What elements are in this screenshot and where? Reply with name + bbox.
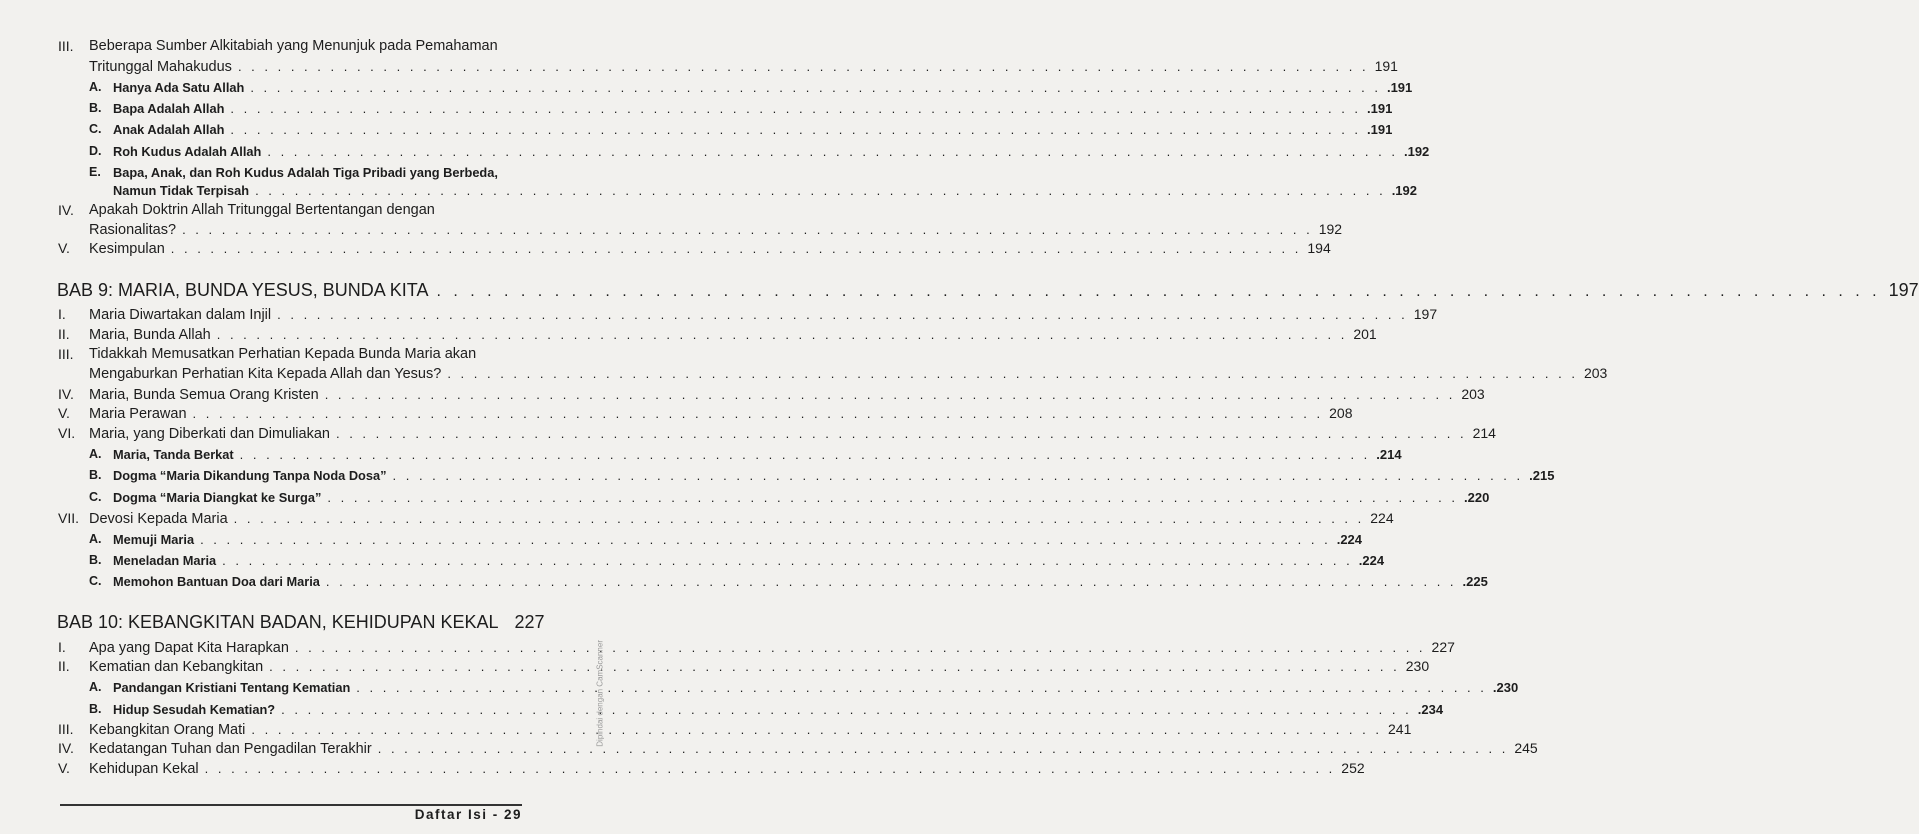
toc-subentry	[0, 447, 1402, 462]
subentry-letter: B.	[89, 468, 102, 482]
leader-dots	[205, 761, 1336, 776]
entry-page: 203	[1583, 365, 1608, 381]
toc-entry	[0, 721, 1412, 738]
subentry-title: Dogma “Maria Dikandung Tanpa Noda Dosa”	[113, 468, 387, 483]
toc-entry	[0, 326, 1377, 343]
toc-subentry	[0, 144, 1430, 159]
footer-rule	[60, 804, 522, 806]
toc-entry	[0, 346, 600, 362]
subentry-title: Meneladan Maria	[113, 553, 217, 568]
leader-dots	[356, 680, 1487, 695]
entry-number: III.	[58, 38, 74, 54]
chapter-heading-bab10	[57, 612, 545, 633]
toc-subentry	[0, 80, 1413, 95]
page-footer: Daftar Isi - 29	[414, 807, 522, 822]
entry-page: 227	[1431, 639, 1455, 655]
leader-dots	[269, 659, 1400, 674]
entry-title-cont: Rasionalitas?	[89, 222, 177, 238]
entry-number: V.	[58, 240, 70, 256]
subentry-page: .215	[1529, 468, 1555, 483]
entry-number: IV.	[58, 386, 74, 402]
toc-entry	[0, 658, 1430, 675]
toc-subentry	[0, 165, 600, 180]
toc-entry	[0, 202, 600, 218]
toc-entry-continuation	[0, 221, 1343, 238]
entry-title: Maria, yang Diberkati dan Dimuliakan	[89, 426, 330, 442]
toc-entry	[0, 510, 1394, 527]
subentry-title-cont: Namun Tidak Terpisah	[113, 183, 250, 198]
leader-dots	[255, 183, 1386, 198]
subentry-title: Anak Adalah Allah	[113, 122, 225, 137]
entry-page: 224	[1370, 510, 1394, 526]
leader-dots	[251, 722, 1382, 737]
subentry-letter: E.	[89, 165, 101, 179]
entry-page: 252	[1341, 760, 1365, 776]
subentry-title: Bapa Adalah Allah	[113, 101, 225, 116]
subentry-letter: B.	[89, 101, 102, 115]
entry-number: II.	[58, 326, 70, 342]
toc-entry	[0, 639, 1455, 656]
subentry-letter: A.	[89, 680, 102, 694]
entry-title: Beberapa Sumber Alkitabiah yang Menunjuk pada Pemahaman	[89, 38, 498, 54]
entry-title: Kehidupan Kekal	[89, 761, 199, 777]
entry-page: 203	[1461, 386, 1485, 402]
chapter-title: BAB 10: KEBANGKITAN BADAN, KEHIDUPAN KEKAL	[57, 612, 499, 632]
subentry-title: Maria, Tanda Berkat	[113, 447, 234, 462]
subentry-page: .225	[1462, 574, 1488, 589]
leader-dots	[217, 327, 1348, 342]
entry-page: 208	[1329, 405, 1353, 421]
entry-page: 214	[1472, 425, 1496, 441]
chapter-title: BAB 9: MARIA, BUNDA YESUS, BUNDA KITA	[57, 280, 429, 300]
leader-dots	[326, 574, 1457, 589]
entry-page: 241	[1388, 721, 1412, 737]
entry-number: VI.	[58, 425, 76, 441]
subentry-page: .191	[1367, 101, 1393, 116]
subentry-page: .191	[1367, 122, 1393, 137]
toc-entry	[0, 425, 1496, 442]
leader-dots	[327, 490, 1458, 505]
leader-dots	[436, 283, 1880, 301]
subentry-page: .224	[1336, 532, 1363, 547]
toc-subentry	[0, 680, 1519, 695]
leader-dots	[238, 59, 1369, 74]
leader-dots	[234, 511, 1365, 526]
scanner-watermark: Dipindai dengan CamScanner	[596, 640, 605, 747]
subentry-letter: B.	[89, 702, 102, 716]
entry-title: Maria Diwartakan dalam Injil	[89, 307, 272, 323]
entry-number: V.	[58, 760, 70, 776]
leader-dots	[325, 387, 1456, 402]
entry-number: VII.	[58, 510, 80, 526]
subentry-title: Pandangan Kristiani Tentang Kematian	[113, 680, 351, 695]
toc-entry	[0, 306, 1438, 323]
subentry-title: Hidup Sesudah Kematian?	[113, 702, 276, 717]
subentry-letter: A.	[89, 80, 102, 94]
entry-title: Kesimpulan	[89, 241, 165, 257]
subentry-letter: B.	[89, 553, 102, 567]
entry-title: Maria Perawan	[89, 406, 187, 422]
entry-page: 191	[1374, 58, 1398, 74]
subentry-title: Memohon Bantuan Doa dari Maria	[113, 574, 320, 589]
toc-entry	[0, 386, 1485, 403]
subentry-letter: C.	[89, 574, 102, 588]
toc-subentry	[0, 532, 1363, 547]
entry-number: IV.	[58, 740, 74, 756]
subentry-page: .224	[1358, 553, 1385, 568]
entry-number: II.	[58, 658, 70, 674]
leader-dots	[182, 222, 1313, 237]
entry-title: Kebangkitan Orang Mati	[89, 722, 246, 738]
subentry-page: .230	[1492, 680, 1519, 695]
subentry-page: .192	[1403, 144, 1430, 159]
entry-title: Kedatangan Tuhan dan Pengadilan Terakhir	[89, 741, 372, 757]
toc-subentry	[0, 468, 1555, 483]
leader-dots	[193, 406, 1324, 421]
toc-entry	[0, 740, 1538, 757]
subentry-title: Memuji Maria	[113, 532, 195, 547]
leader-dots	[200, 532, 1331, 547]
subentry-page: .214	[1376, 447, 1402, 462]
entry-number: III.	[58, 346, 74, 362]
leader-dots	[447, 366, 1578, 381]
entry-title: Maria, Bunda Semua Orang Kristen	[89, 387, 319, 403]
subentry-page: .192	[1391, 183, 1417, 198]
subentry-page: .220	[1464, 490, 1490, 505]
leader-dots	[393, 468, 1524, 483]
entry-number: I.	[58, 639, 66, 655]
entry-number: V.	[58, 405, 70, 421]
chapter-page: 227	[514, 612, 545, 632]
subentry-title: Bapa, Anak, dan Roh Kudus Adalah Tiga Pribadi yang Berbeda,	[113, 165, 498, 180]
entry-number: I.	[58, 306, 66, 322]
subentry-title: Roh Kudus Adalah Allah	[113, 144, 262, 159]
toc-entry	[0, 760, 1365, 777]
leader-dots	[230, 122, 1361, 137]
toc-subentry	[0, 702, 1444, 717]
entry-page: 197	[1413, 306, 1438, 322]
toc-subentry	[0, 574, 1488, 589]
entry-number: III.	[58, 721, 74, 737]
leader-dots	[277, 307, 1408, 322]
subentry-letter: D.	[89, 144, 102, 158]
entry-title: Tidakkah Memusatkan Perhatian Kepada Bunda Maria akan	[89, 346, 477, 362]
entry-title-cont: Mengaburkan Perhatian Kita Kepada Allah dan Yesus?	[89, 366, 442, 382]
leader-dots	[230, 101, 1361, 116]
entry-page: 201	[1353, 326, 1377, 342]
leader-dots	[240, 447, 1371, 462]
toc-subentry	[0, 122, 1393, 137]
leader-dots	[336, 426, 1467, 441]
subentry-page: .191	[1386, 80, 1413, 95]
chapter-heading-bab9	[57, 280, 1919, 301]
subentry-page: .234	[1417, 702, 1444, 717]
leader-dots	[222, 553, 1353, 568]
subentry-letter: A.	[89, 532, 102, 546]
entry-page: 194	[1307, 240, 1331, 256]
entry-page: 245	[1514, 740, 1538, 756]
entry-title: Devosi Kepada Maria	[89, 511, 228, 527]
toc-subentry	[0, 101, 1393, 116]
leader-dots	[378, 741, 1509, 756]
entry-number: IV.	[58, 202, 74, 218]
toc-subentry	[0, 490, 1490, 505]
chapter-page: 197	[1888, 280, 1919, 300]
toc-entry	[0, 405, 1353, 422]
subentry-title: Dogma “Maria Diangkat ke Surga”	[113, 490, 322, 505]
subentry-letter: C.	[89, 490, 102, 504]
entry-title: Maria, Bunda Allah	[89, 327, 211, 343]
toc-entry-continuation	[0, 365, 1608, 382]
entry-page: 192	[1318, 221, 1343, 237]
leader-dots	[267, 144, 1398, 159]
toc-entry-continuation	[0, 58, 1398, 75]
subentry-letter: A.	[89, 447, 102, 461]
entry-page: 230	[1405, 658, 1430, 674]
leader-dots	[281, 702, 1412, 717]
leader-dots	[295, 640, 1426, 655]
entry-title-cont: Tritunggal Mahakudus	[89, 59, 232, 75]
toc-subentry	[0, 553, 1385, 568]
subentry-letter: C.	[89, 122, 102, 136]
toc-subentry-continuation	[0, 183, 1417, 198]
toc-entry	[0, 38, 600, 54]
leader-dots	[171, 241, 1302, 256]
entry-title: Apa yang Dapat Kita Harapkan	[89, 640, 289, 656]
toc-entry	[0, 240, 1331, 257]
subentry-title: Hanya Ada Satu Allah	[113, 80, 245, 95]
entry-title: Kematian dan Kebangkitan	[89, 659, 264, 675]
leader-dots	[250, 80, 1381, 95]
entry-title: Apakah Doktrin Allah Tritunggal Bertentangan dengan	[89, 202, 435, 218]
